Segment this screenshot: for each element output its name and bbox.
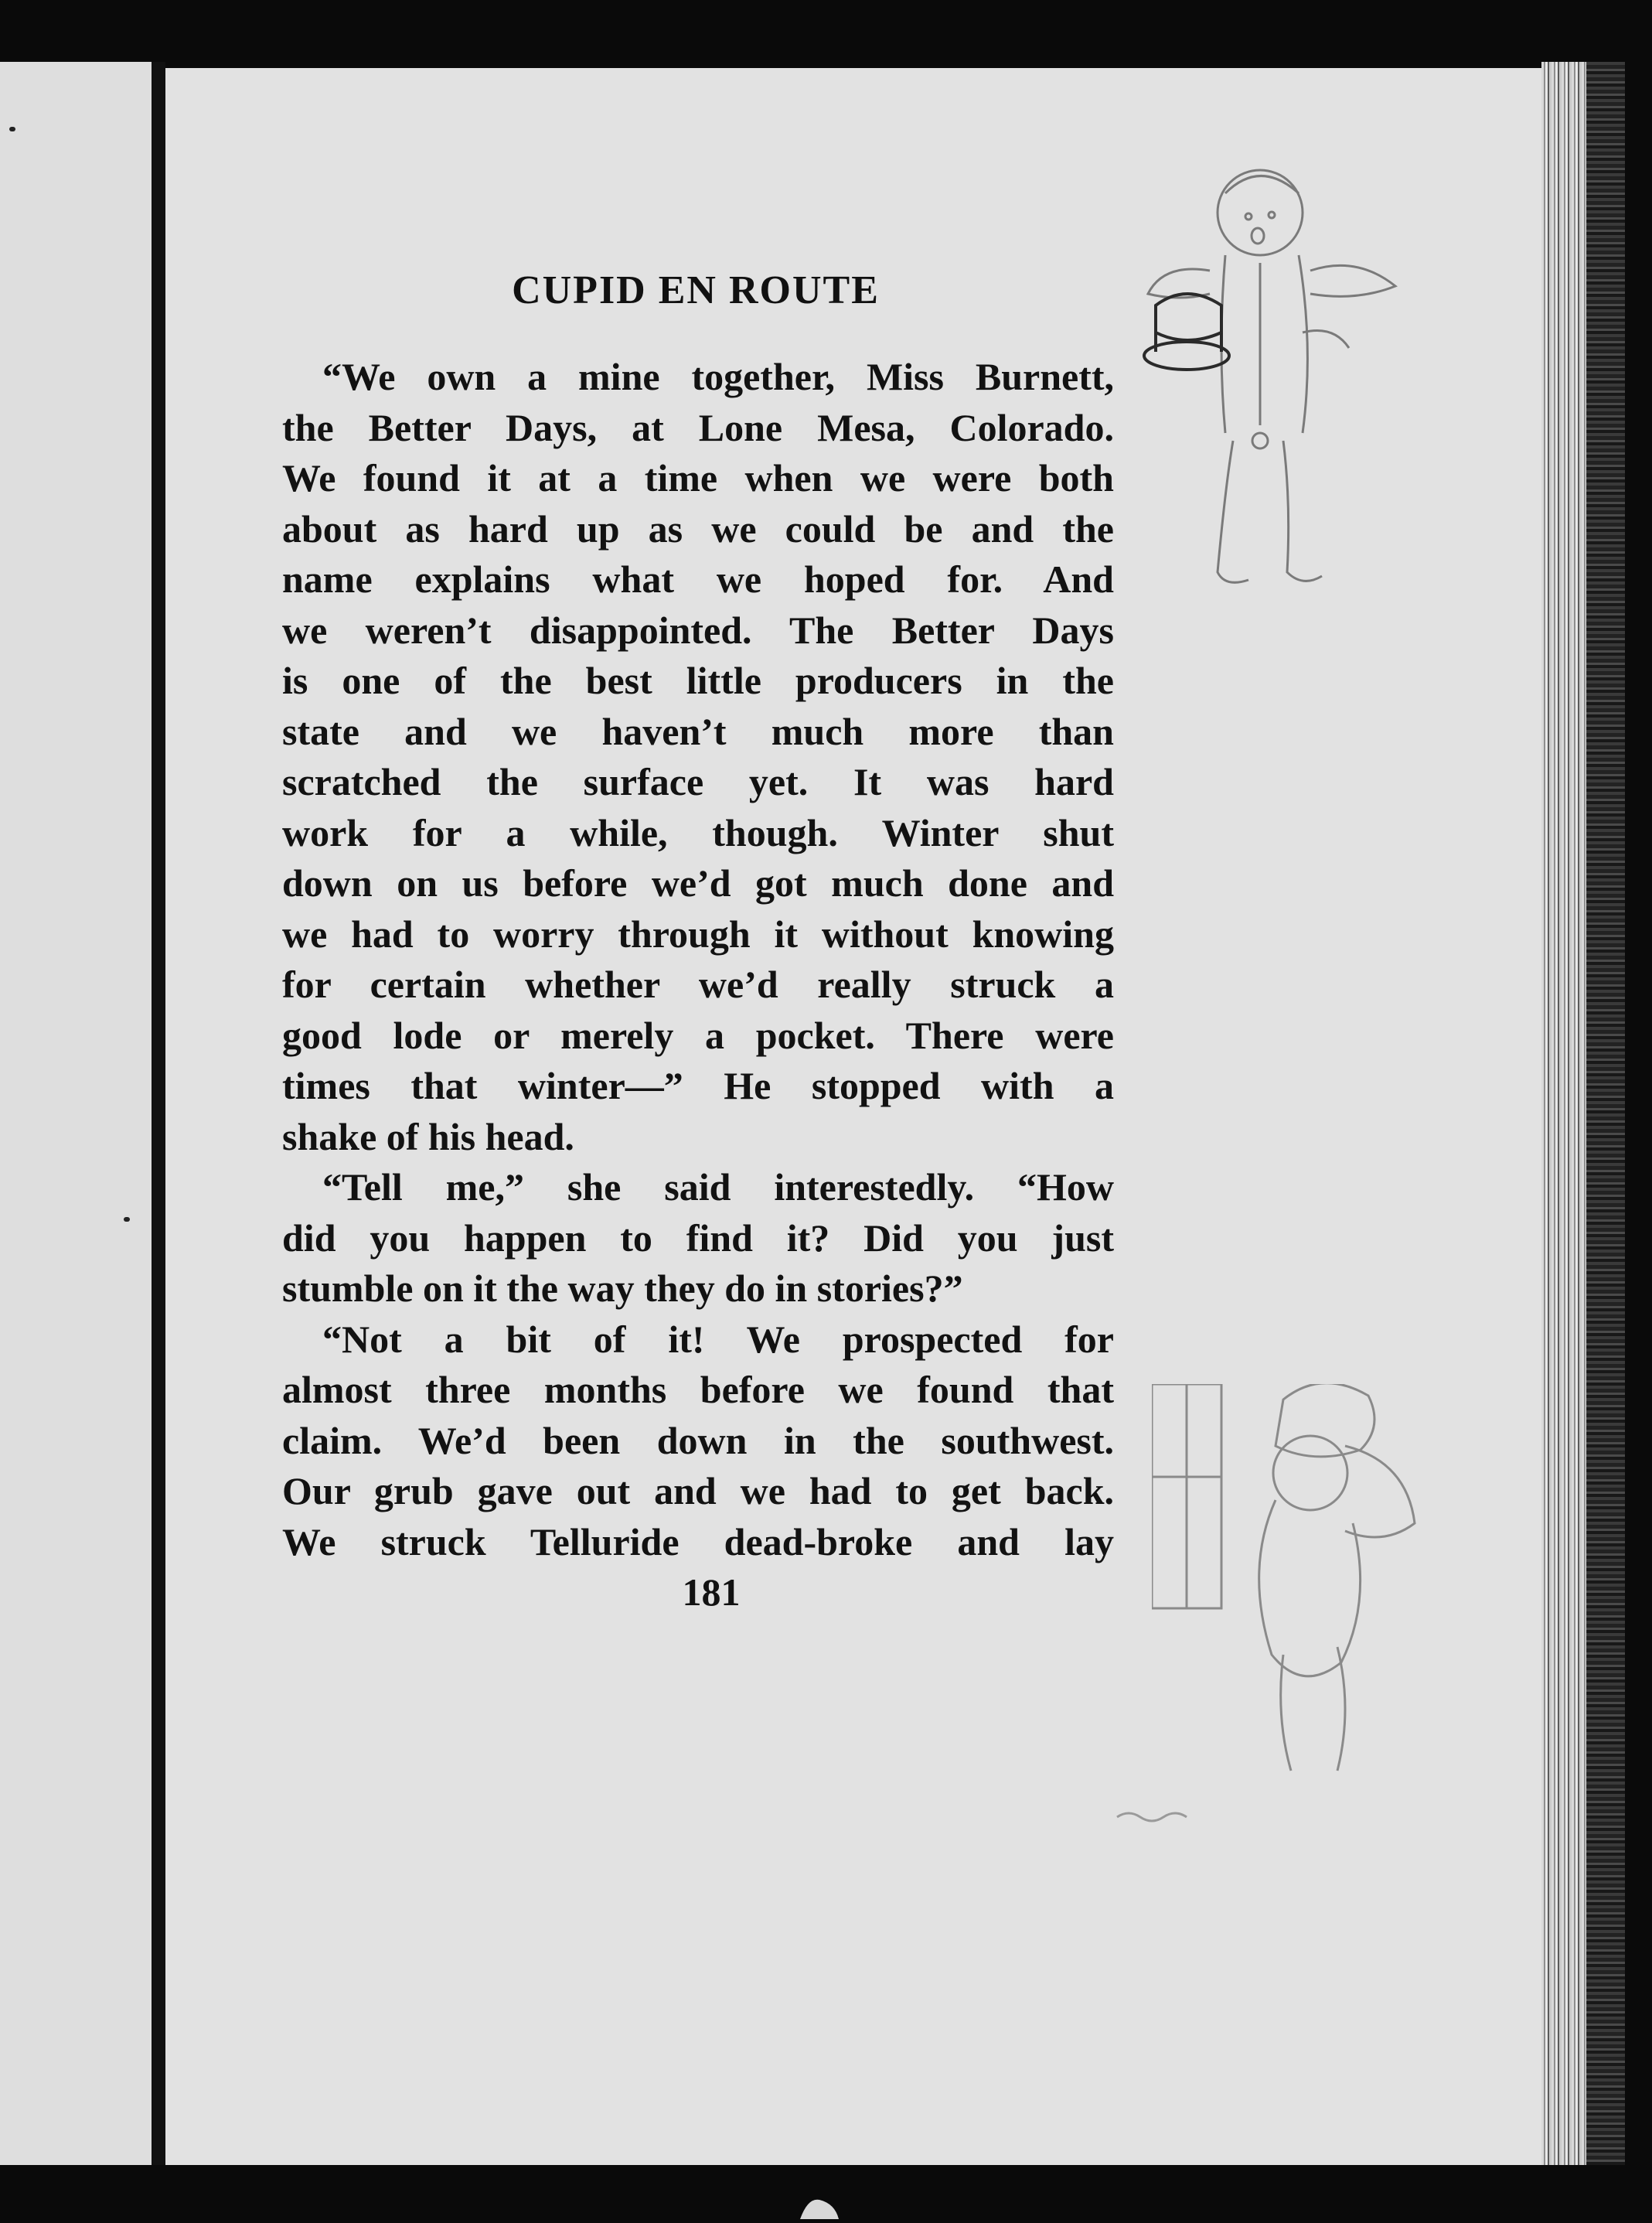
text-line: shake of his head. xyxy=(282,1114,574,1158)
text-line: scratched the surface yet. It was hard xyxy=(282,760,1114,803)
text-line: almost three months before we found that xyxy=(282,1368,1114,1411)
text-line: We struck Telluride dead-broke and lay xyxy=(282,1519,1114,1563)
page-stack-edge xyxy=(1541,62,1586,2165)
page-number: 181 xyxy=(682,1570,741,1614)
ink-speck xyxy=(124,1217,130,1222)
text-line: down on us before we’d got much done and xyxy=(282,861,1114,905)
body-text xyxy=(282,352,1114,1567)
text-line: we weren’t disappointed. The Better Days xyxy=(282,608,1114,652)
page-bottom-mark xyxy=(796,2196,843,2223)
text-line: the Better Days, at Lone Mesa, Colorado. xyxy=(282,405,1114,449)
book-cover-edge xyxy=(1586,62,1625,2165)
text-line: work for a while, though. Winter shut xyxy=(282,810,1114,854)
text-line: stumble on it the way they do in stories?” xyxy=(282,1267,963,1310)
text-line: good lode or merely a pocket. There were xyxy=(282,1013,1114,1057)
cupid-with-top-hat-illustration xyxy=(1125,155,1419,603)
text-line: claim. We’d been down in the southwest. xyxy=(282,1418,1114,1462)
text-line: “We own a mine together, Miss Burnett, xyxy=(322,355,1114,398)
top-hat xyxy=(1144,294,1229,370)
left-page-edge xyxy=(0,62,152,2165)
text-line: for certain whether we’d really struck a xyxy=(282,963,1114,1006)
text-line: We found it at a time when we were both xyxy=(282,456,1114,499)
text-line: did you happen to find it? Did you just xyxy=(282,1215,1114,1260)
ink-speck xyxy=(9,127,15,131)
text-line: state and we haven’t much more than xyxy=(282,709,1114,753)
text-line: Our grub gave out and we had to get back. xyxy=(282,1469,1114,1512)
running-header: CUPID EN ROUTE xyxy=(512,268,880,312)
cupid-with-cap-illustration xyxy=(1152,1384,1477,1817)
pencil-scribble-mark xyxy=(1113,1802,1206,1833)
text-line: about as hard up as we could be and the xyxy=(282,506,1114,551)
text-line: times that winter—” He stopped with a xyxy=(282,1064,1114,1107)
book-gutter xyxy=(152,62,165,2165)
text-line: name explains what we hoped for. And xyxy=(282,557,1114,601)
text-line: “Tell me,” she said interestedly. “How xyxy=(322,1165,1114,1209)
text-line: is one of the best little producers in the xyxy=(282,659,1114,702)
text-line: we had to worry through it without knowing xyxy=(282,912,1114,956)
text-line: “Not a bit of it! We prospected for xyxy=(322,1317,1114,1361)
